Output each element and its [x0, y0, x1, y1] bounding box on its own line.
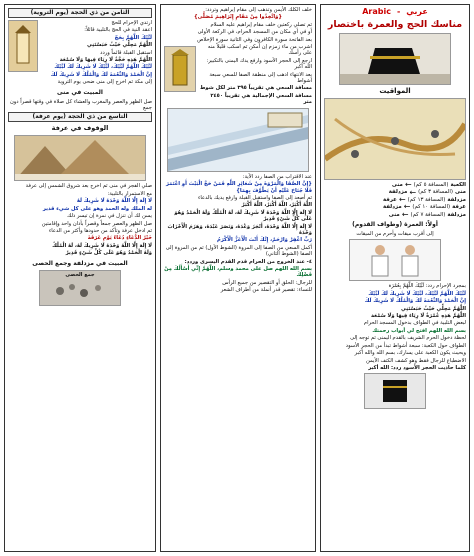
dua-line: بسم الله اللهم صل على محمد وسلم، اللَّهُمَّ إِنِّي أَسْأَلُكَ مِنْ فَضْلِكَ [164, 265, 312, 279]
dhikr-line: وَلَهُ الْحَمْدُ وَهُوَ عَلَى كُلِّ شَيْءٍ قَدِيرٌ [65, 250, 152, 257]
dhikr-line: له الملك وله الحمد وهو على كل شيء قدير [42, 205, 152, 212]
masaa-illustration [167, 108, 309, 172]
text-line: أو في أي مكان من المسجد الحرام، في الركعة الأولى [197, 29, 312, 36]
talbiyah-line: لَبَّيْكَ اللَّهُمَّ بِحَجّ [114, 34, 152, 41]
text-line: للنساء: تقصير قدر أنملة من أطراف الشعر [220, 287, 312, 294]
middle-column [160, 4, 316, 552]
talbiyah-line: إِنَّ الْحَمْدَ وَالنِّعْمَةَ لَكَ وَالْمُلْكَ لَا شَرِيكَ لَكَ [50, 71, 152, 78]
text-line: استقبل القبلة قائماً وردد [100, 49, 152, 56]
miqat-map [324, 98, 466, 180]
dua-line: بسم الله اللهم افتح لي أبواب رحمتك [372, 327, 466, 334]
dhikr-line: لَا إِلَهَ إِلَّا اللَّهُ وَحْدَهُ لَا شَرِيكَ لَهُ [76, 198, 152, 205]
text-line: لحظة دخول الحرم الشريف بالقدم اليمنى ثم توجه إلى [350, 335, 466, 342]
arrow-left-icon: ← [401, 209, 409, 219]
text-line: مسافة السعي الإجمالية هي تقريباً ٢٤٥٠ متر [210, 92, 312, 106]
pebbles-photo [39, 270, 121, 306]
arafat-title: الوقوف في عرفة [51, 124, 109, 133]
text-line: بعد الانتهاء اذهب إلى منطقة الصفا للسعي سبعة أشواط [209, 71, 312, 85]
text-line: صلي الفجر في منى ثم اخرج بعد شروق الشمس إلى عرفة [25, 183, 152, 190]
maqam-ibrahim-photo [164, 46, 196, 92]
dhikr-line: لَا إِلَهَ إِلَّا اللَّهُ وَحْدَهُ، أَنْجَزَ وَعْدَهُ، وَنَصَرَ عَبْدَهُ، وَهَزَمَ الْأَحْزَابَ وَحْدَهُ [167, 223, 312, 236]
miqat-map-illustration [325, 99, 465, 179]
dua-line: اللَّهُمَّ مَحِلِّي حَيْثُ حَبَسْتَنِي [86, 42, 152, 49]
text-line: اعقد النية في الحج بالتلبية قائلاً: [84, 27, 152, 34]
day9-title: التاسع من ذي الحجة (يوم عرفة) [8, 112, 152, 122]
talbiyah-line: لَبَّيْكَ اللَّهُمَّ لَبَّيْكَ، لَبَّيْكَ لَا شَرِيكَ لَكَ لَبَّيْكَ [54, 64, 152, 71]
dua-line: اللَّهُمَّ هَذِهِ عُمْرَةٌ لَا رِيَاءَ فِيهَا وَلَا سُمْعَة [371, 313, 466, 320]
dhikr-line: لَا إِلَهَ إِلَّا اللَّهُ وَحْدَهُ لَا شَرِيكَ لَهُ، لَهُ الْمُلْكُ وَلَهُ الْحَمْدُ وَهُوَ عَلَى كُلِّ شَيْءٍ قَدِيرٌ [174, 209, 312, 223]
dua-line: اللَّهُمَّ مَحِلِّي حَيْثُ حَبَسْتَنِي [400, 305, 466, 312]
text-line: صل الظهر والعصر جمعاً وقصراً بأذان واحد وإقامتين [41, 220, 152, 227]
text-line: الطواف حول الكعبة: سبعة أشواط تبدأ من الحجر الأسود [345, 342, 466, 349]
text-line: خلف الكلك الأيمن وتذهب إلى مقام إبراهيم وتردد: [205, 7, 312, 13]
ihram-illustration [349, 239, 441, 281]
dua-line: رَبِّ اغْفِرْ وَارْحَمْ، إِنَّكَ أَنْتَ الْأَعَزُّ الْأَكْرَمُ [217, 237, 312, 244]
route-row: مزدلفة (المسافة ٧ كم) ← منى [388, 209, 466, 219]
route-row: الكعبة (المسافة ٥ كم) ← منى [391, 180, 466, 190]
lang-arabic: عربي [406, 7, 428, 16]
day8-title: الثامن من ذي الحجة (يوم التروية) [8, 8, 152, 18]
quran-verse: {إِنَّ الصَّفَا وَالْمَرْوَةَ مِنْ شَعَائِرِ اللَّهِ فَمَنْ حَجَّ الْبَيْتَ أَوِ اعْتَمَرَ فَلَا جُنَاحَ عَلَيْهِ أَنْ يَطَّوَّفَ بِهِمَا} [165, 181, 312, 194]
arrow-left-icon: ← [404, 180, 412, 190]
route-row: عرفة (المسافة ١٠ كم) ← مزدلفة [383, 202, 466, 212]
dua-line: اللَّهُمَّ هَذِهِ حَجَّةٌ لَا رِيَاءَ فِيهَا وَلَا سُمْعَة [59, 57, 152, 64]
arafat-illustration [15, 136, 145, 180]
text-line: ارتدي الإحرام للحج [111, 20, 152, 26]
talbiyah-line: لَبَّيْكَ اللَّهُمَّ لَبَّيْكَ، لَبَّيْكَ لَا شَرِيكَ لَكَ لَبَّيْكَ [368, 290, 466, 297]
text-line: مع الاستمرار بالتلبية: [107, 190, 152, 197]
text-line: ارجع إلى الحجر الأسود وارفع يدك اليمنى بالتكبير: الله أكبر [206, 57, 312, 71]
kaaba-photo [339, 33, 451, 85]
umrah-title: أولاً: العمرة (وطواف القدوم) [352, 221, 438, 229]
text-line: أكمل السعي من الصفا إلى المروة (الشوط الأول) ثم من المروة إلى الصفا (الشوط الثاني) [165, 244, 312, 258]
hadith-line: خَيْرُ الدُّعَاءِ دُعَاءُ يَوْمِ عَرَفَةَ [87, 235, 152, 242]
text-line: بمجرد الإحرام ردد: لَبَّيْكَ اللَّهُمَّ بِعُمْرَة [388, 283, 466, 290]
left-column [4, 4, 156, 552]
page-title: مناسك الحج والعمرة باختصار [327, 19, 463, 30]
text-line: للرجال: الحلق أو التقصير من جميع الرأس [222, 279, 312, 286]
dhikr-line: اللَّهُ أَكْبَرُ، اللَّهُ أَكْبَرُ، اللَّهُ أَكْبَرُ [241, 202, 312, 209]
section-heading: المبيت في منى [57, 88, 103, 96]
text-line: يسن لك أن تنزل في نمرة إن تيسر ذلك [67, 213, 152, 220]
kaaba-illustration [340, 34, 450, 84]
text-line: ثم ادخل عرفة وتأكد من حدودها وأكثر من الدعاء [48, 227, 152, 234]
text-line: ويحيث يكون الكعبة على يسارك، بسم الله والله أكبر [354, 350, 466, 357]
text-line: ثم أصعد إلى الصفا واستقبل القبلة وارفع يديك بالدعاء [197, 194, 312, 201]
miqat-title: المواقيت [379, 87, 411, 95]
dhikr-line: لَا إِلَهَ إِلَّا اللَّهُ وَحْدَهُ لَا شَرِيكَ لَهُ، لَهُ الْمُلْكُ [52, 242, 152, 249]
text-line: اشرب من ماء زمزم إن أمكن ثم اسكب قليلاً منه على رأسك [207, 44, 312, 57]
text-line: لبعض التلبية في الطواف بدخول المسجد الحرام [363, 320, 466, 327]
route-list [324, 182, 466, 218]
text-line: الاضطباع للرجال فقط وهو كشف الكتف الأيمن [366, 357, 466, 364]
umrah-subtitle: إلى أقرب ميقات وأحرم من الميقات [356, 231, 434, 238]
text-line: بعد الفاتحة سورة الكافرون وفي الثانية سورة الإخلاص [197, 36, 312, 43]
text-line: كلما حاذيت الحجر الأسود ردد: الله أكبر [368, 364, 466, 371]
kaaba-tawaf-illustration [365, 374, 425, 408]
section-heading: المبيت في مزدلفة وجمع الحصى [32, 259, 128, 267]
text-line: ثم تصلي ركعتين خلف مقام إبراهيم عليه السلام [210, 21, 312, 28]
arrow-left-icon: ← [398, 195, 406, 205]
text-line: ٤- عند الخروج من الحرام قدم القدم اليسرى وردد: [184, 258, 312, 265]
route-row: مزدلفة (المسافة ١٣ كم) ← عرفة [383, 195, 466, 205]
right-column [320, 4, 470, 552]
maqam-illustration [165, 47, 195, 91]
arafat-photo [14, 135, 146, 181]
text-line: مسافة السعي هي تقريباً ٣٩٥ متر لكل شوط [200, 85, 312, 92]
route-row: منى (المسافة ٣ كم) ← مزدلفة [388, 187, 466, 197]
safa-marwa-illustration [168, 109, 308, 171]
text-line: صل الظهر والعصر والمغرب والعشاء كل صلاة في وقتها قصراً دون جمع [9, 98, 152, 112]
pebbles-caption: جمع الحصى [65, 271, 95, 278]
text-line: عند الاقتراب من الصفا ردد الآية: [242, 173, 312, 180]
lantern-illustration [9, 21, 37, 71]
arrow-left-icon: ← [409, 187, 417, 197]
lang-english: Arabic [362, 7, 391, 16]
text-line: إلى مكة ثم اخرج إلى منى ضحى يوم التروية [57, 79, 152, 86]
pilgrims-illustration [350, 240, 440, 280]
lantern-photo [8, 20, 38, 72]
lang-separator: - [396, 7, 401, 16]
arrow-left-icon: ← [403, 202, 411, 212]
kaaba-small-illustration [364, 373, 426, 409]
talbiyah-line: إِنَّ الْحَمْدَ وَالنِّعْمَةَ لَكَ وَالْمُلْكَ لَا شَرِيكَ لَكَ [364, 298, 466, 305]
language-header [324, 7, 466, 17]
quran-verse: {وَاتَّخِذُوا مِنْ مَقَامِ إِبْرَاهِيمَ مُصَلًّى} [193, 14, 283, 21]
